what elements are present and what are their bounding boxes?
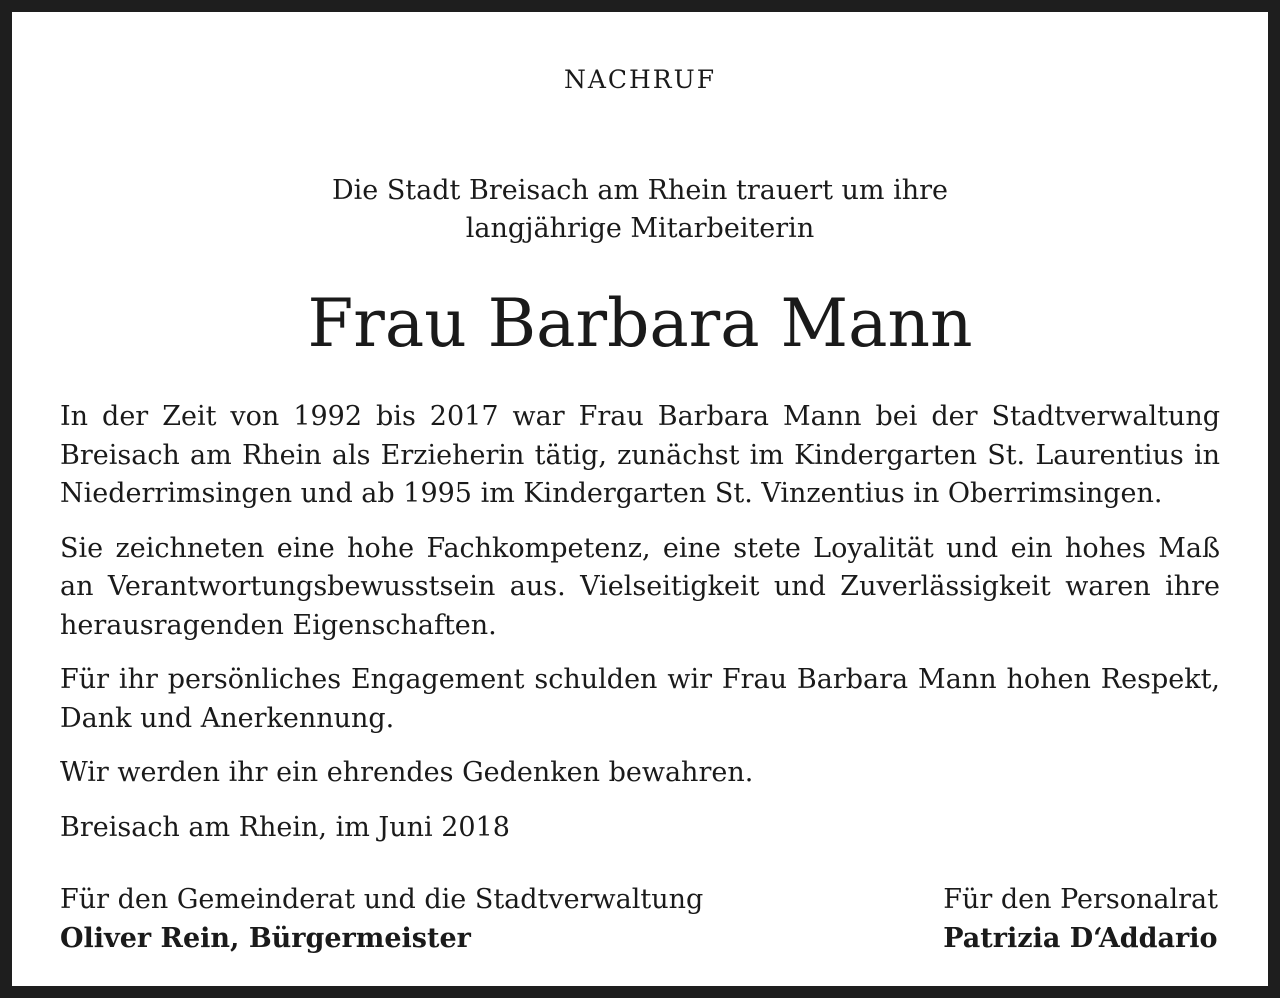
intro-line-1: Die Stadt Breisach am Rhein trauert um ihre — [331, 175, 949, 206]
paragraph-career: In der Zeit von 1992 bis 2017 war Frau Barbara Mann bei der Stadtverwaltung Breisach am Rhein als Erzieherin tätig, zunächst im Kindergarten St. Laurentius in Niederrimsingen und ab 1995 im Kindergarten St. Vinzentius in Oberrimsingen. — [60, 401, 1220, 509]
intro-text — [12, 172, 1268, 248]
deceased-name: Frau Barbara Mann — [307, 285, 973, 362]
intro-line-2: langjährige Mitarbeiterin — [465, 213, 815, 244]
place-date: Breisach am Rhein, im Juni 2018 — [60, 811, 510, 843]
signature-block-council — [60, 881, 703, 958]
notice-header: NACHRUF — [563, 65, 717, 94]
paragraph-qualities: Sie zeichneten eine hohe Fachkompetenz, eine stete Loyalität und ein hohes Maß an Verantwortungsbewusstsein aus. Vielseitigkeit und Zuverlässigkeit waren ihre herausragenden Eigenschaften. — [60, 532, 1220, 641]
signature-role-council: Für den Gemeinderat und die Stadtverwaltung — [60, 884, 704, 915]
signature-name-mayor: Oliver Rein, Bürgermeister — [60, 922, 471, 954]
notice-body — [60, 398, 1220, 863]
signature-block-staff-council — [943, 881, 1218, 958]
signature-role-staff-council: Für den Personalrat — [943, 884, 1218, 915]
paragraph-thanks: Für ihr persönliches Engagement schulden wir Frau Barbara Mann hohen Respekt, Dank und Anerkennung. — [60, 664, 1220, 734]
paragraph-remembrance: Wir werden ihr ein ehrendes Gedenken bewahren. — [60, 757, 754, 788]
signature-name-staff-council: Patrizia D‘Addario — [943, 922, 1218, 954]
